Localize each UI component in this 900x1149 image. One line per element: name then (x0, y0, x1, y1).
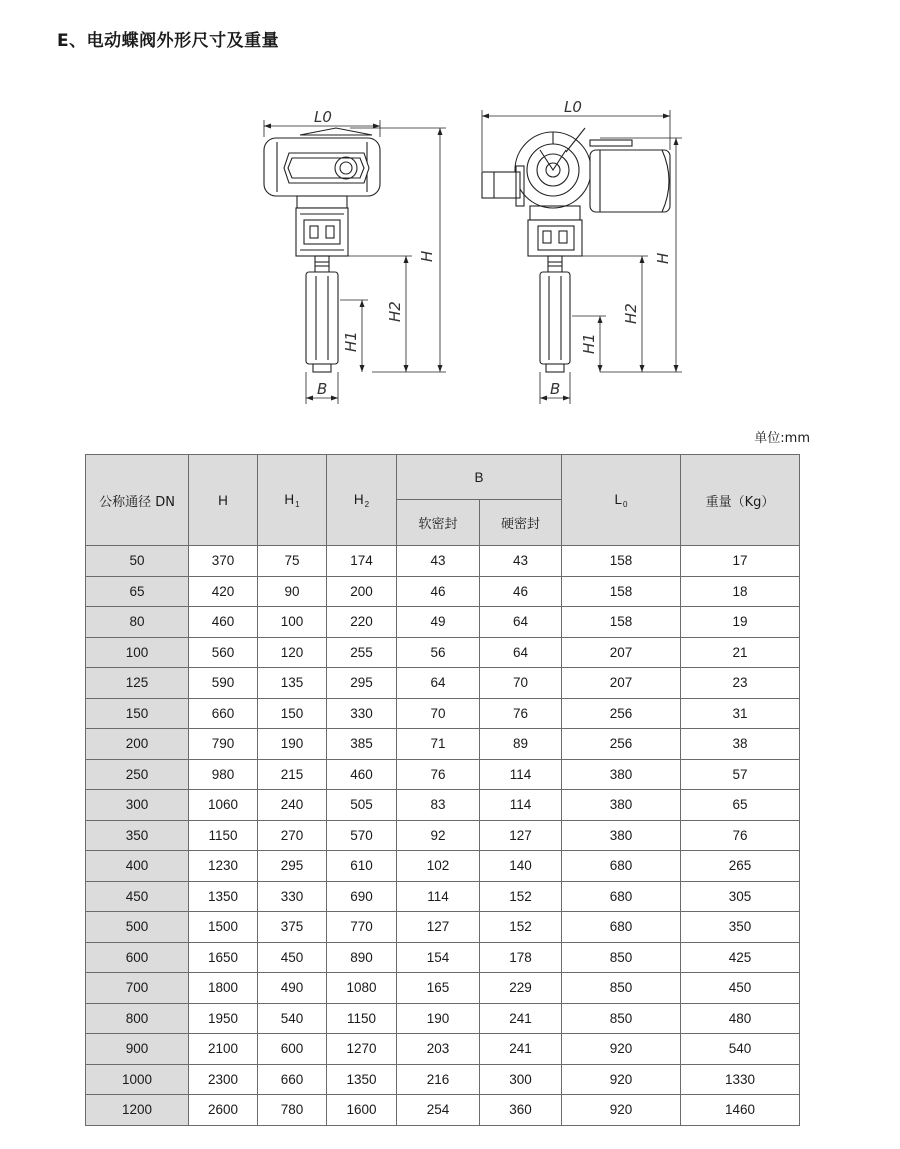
cell-dn: 250 (86, 759, 189, 790)
cell-b-soft: 49 (397, 607, 480, 638)
cell-h2: 330 (327, 698, 397, 729)
cell-h: 2600 (189, 1095, 258, 1126)
cell-b-soft: 92 (397, 820, 480, 851)
cell-weight: 305 (681, 881, 800, 912)
cell-b-soft: 190 (397, 1003, 480, 1034)
cell-b-soft: 70 (397, 698, 480, 729)
cell-b-hard: 43 (480, 546, 562, 577)
cell-h1: 100 (258, 607, 327, 638)
header-b-hard-seal: 硬密封 (480, 500, 562, 546)
cell-h: 1950 (189, 1003, 258, 1034)
cell-weight: 57 (681, 759, 800, 790)
table-row (86, 698, 800, 729)
cell-b-soft: 76 (397, 759, 480, 790)
table-row (86, 820, 800, 851)
cell-h2: 690 (327, 881, 397, 912)
cell-l0: 680 (562, 851, 681, 882)
cell-weight: 265 (681, 851, 800, 882)
cell-dn: 65 (86, 576, 189, 607)
cell-h: 1650 (189, 942, 258, 973)
dimension-weight-table (85, 454, 800, 1126)
cell-weight: 425 (681, 942, 800, 973)
cell-h1: 150 (258, 698, 327, 729)
table-row (86, 576, 800, 607)
cell-b-soft: 165 (397, 973, 480, 1004)
cell-h2: 295 (327, 668, 397, 699)
header-l0: $L_0$ (562, 455, 681, 546)
cell-l0: 380 (562, 790, 681, 821)
cell-b-hard: 241 (480, 1034, 562, 1065)
table-row (86, 1003, 800, 1034)
cell-b-soft: 102 (397, 851, 480, 882)
table-row (86, 637, 800, 668)
table-row (86, 546, 800, 577)
table-row (86, 759, 800, 790)
front-h2-label: H2 (386, 301, 404, 322)
table-row (86, 1064, 800, 1095)
cell-h: 790 (189, 729, 258, 760)
cell-b-hard: 76 (480, 698, 562, 729)
cell-h: 460 (189, 607, 258, 638)
front-h-label: H (418, 250, 436, 262)
cell-dn: 400 (86, 851, 189, 882)
cell-h2: 174 (327, 546, 397, 577)
cell-b-hard: 64 (480, 637, 562, 668)
header-h: H (189, 455, 258, 546)
cell-h1: 120 (258, 637, 327, 668)
cell-b-soft: 127 (397, 912, 480, 943)
table-row (86, 790, 800, 821)
cell-weight: 450 (681, 973, 800, 1004)
cell-b-hard: 229 (480, 973, 562, 1004)
cell-b-hard: 178 (480, 942, 562, 973)
cell-l0: 920 (562, 1034, 681, 1065)
cell-h1: 375 (258, 912, 327, 943)
cell-l0: 158 (562, 546, 681, 577)
cell-l0: 920 (562, 1095, 681, 1126)
cell-h1: 295 (258, 851, 327, 882)
cell-l0: 850 (562, 1003, 681, 1034)
front-h1-label: H1 (342, 331, 360, 352)
cell-weight: 76 (681, 820, 800, 851)
cell-b-hard: 114 (480, 790, 562, 821)
cell-weight: 350 (681, 912, 800, 943)
cell-weight: 18 (681, 576, 800, 607)
cell-l0: 380 (562, 820, 681, 851)
cell-weight: 38 (681, 729, 800, 760)
cell-h2: 460 (327, 759, 397, 790)
header-h1: $H_1$ (258, 455, 327, 546)
cell-l0: 158 (562, 607, 681, 638)
cell-b-soft: 254 (397, 1095, 480, 1126)
header-weight: 重量（Kg） (681, 455, 800, 546)
side-view-drawing (482, 110, 682, 404)
cell-b-soft: 56 (397, 637, 480, 668)
cell-l0: 380 (562, 759, 681, 790)
cell-h2: 1150 (327, 1003, 397, 1034)
cell-h2: 255 (327, 637, 397, 668)
cell-l0: 207 (562, 668, 681, 699)
table-row (86, 912, 800, 943)
cell-dn: 300 (86, 790, 189, 821)
cell-h: 1500 (189, 912, 258, 943)
side-h1-label: H1 (580, 333, 598, 354)
front-b-label: B (317, 380, 328, 398)
cell-weight: 1330 (681, 1064, 800, 1095)
cell-weight: 480 (681, 1003, 800, 1034)
page-title: E、电动蝶阀外形尺寸及重量 (57, 31, 280, 51)
cell-h: 660 (189, 698, 258, 729)
cell-dn: 1000 (86, 1064, 189, 1095)
cell-b-hard: 114 (480, 759, 562, 790)
cell-h1: 215 (258, 759, 327, 790)
cell-h2: 220 (327, 607, 397, 638)
cell-dn: 350 (86, 820, 189, 851)
table-row (86, 881, 800, 912)
cell-b-hard: 360 (480, 1095, 562, 1126)
cell-dn: 700 (86, 973, 189, 1004)
cell-h: 420 (189, 576, 258, 607)
cell-b-soft: 203 (397, 1034, 480, 1065)
cell-b-hard: 152 (480, 912, 562, 943)
cell-weight: 21 (681, 637, 800, 668)
table-body (86, 546, 800, 1126)
cell-l0: 256 (562, 698, 681, 729)
cell-b-soft: 46 (397, 576, 480, 607)
cell-weight: 65 (681, 790, 800, 821)
cell-h: 370 (189, 546, 258, 577)
table-row (86, 973, 800, 1004)
cell-h2: 385 (327, 729, 397, 760)
side-h2-label: H2 (622, 303, 640, 324)
cell-dn: 600 (86, 942, 189, 973)
cell-h: 2100 (189, 1034, 258, 1065)
cell-dn: 125 (86, 668, 189, 699)
cell-h1: 660 (258, 1064, 327, 1095)
cell-h2: 610 (327, 851, 397, 882)
cell-h: 1350 (189, 881, 258, 912)
cell-dn: 900 (86, 1034, 189, 1065)
cell-b-hard: 127 (480, 820, 562, 851)
cell-dn: 80 (86, 607, 189, 638)
cell-h: 1230 (189, 851, 258, 882)
cell-h1: 600 (258, 1034, 327, 1065)
cell-weight: 31 (681, 698, 800, 729)
cell-l0: 158 (562, 576, 681, 607)
cell-weight: 1460 (681, 1095, 800, 1126)
cell-l0: 850 (562, 942, 681, 973)
valve-dimension-drawings (0, 0, 900, 420)
cell-dn: 200 (86, 729, 189, 760)
cell-h2: 570 (327, 820, 397, 851)
table-row (86, 668, 800, 699)
cell-dn: 450 (86, 881, 189, 912)
header-b: B (397, 455, 562, 500)
table-row (86, 1034, 800, 1065)
cell-dn: 100 (86, 637, 189, 668)
cell-b-soft: 154 (397, 942, 480, 973)
table-row (86, 851, 800, 882)
cell-b-hard: 89 (480, 729, 562, 760)
cell-h1: 90 (258, 576, 327, 607)
side-h-label: H (654, 252, 672, 264)
cell-b-hard: 70 (480, 668, 562, 699)
cell-h1: 490 (258, 973, 327, 1004)
cell-l0: 850 (562, 973, 681, 1004)
cell-b-soft: 71 (397, 729, 480, 760)
cell-h: 1060 (189, 790, 258, 821)
header-h2: $H_2$ (327, 455, 397, 546)
cell-h2: 505 (327, 790, 397, 821)
cell-b-soft: 216 (397, 1064, 480, 1095)
cell-h2: 1080 (327, 973, 397, 1004)
cell-l0: 256 (562, 729, 681, 760)
table-row (86, 729, 800, 760)
table-row (86, 607, 800, 638)
cell-l0: 680 (562, 912, 681, 943)
cell-dn: 800 (86, 1003, 189, 1034)
cell-h: 2300 (189, 1064, 258, 1095)
cell-weight: 19 (681, 607, 800, 638)
cell-b-hard: 241 (480, 1003, 562, 1034)
front-l0-label: L0 (314, 108, 332, 126)
unit-label: 单位:mm (754, 431, 810, 446)
header-b-soft-seal: 软密封 (397, 500, 480, 546)
cell-b-hard: 300 (480, 1064, 562, 1095)
cell-h1: 540 (258, 1003, 327, 1034)
cell-h1: 330 (258, 881, 327, 912)
table-row (86, 942, 800, 973)
cell-h: 560 (189, 637, 258, 668)
table-row (86, 1095, 800, 1126)
cell-b-soft: 64 (397, 668, 480, 699)
cell-dn: 50 (86, 546, 189, 577)
cell-b-hard: 152 (480, 881, 562, 912)
cell-b-soft: 43 (397, 546, 480, 577)
cell-h2: 1600 (327, 1095, 397, 1126)
cell-h1: 780 (258, 1095, 327, 1126)
cell-b-soft: 114 (397, 881, 480, 912)
cell-h: 1150 (189, 820, 258, 851)
cell-b-hard: 140 (480, 851, 562, 882)
cell-h1: 270 (258, 820, 327, 851)
cell-h1: 135 (258, 668, 327, 699)
cell-h: 590 (189, 668, 258, 699)
side-b-label: B (550, 380, 561, 398)
cell-dn: 500 (86, 912, 189, 943)
cell-h: 1800 (189, 973, 258, 1004)
cell-l0: 680 (562, 881, 681, 912)
cell-h1: 450 (258, 942, 327, 973)
cell-b-soft: 83 (397, 790, 480, 821)
cell-h1: 240 (258, 790, 327, 821)
cell-weight: 540 (681, 1034, 800, 1065)
cell-weight: 23 (681, 668, 800, 699)
cell-weight: 17 (681, 546, 800, 577)
cell-l0: 920 (562, 1064, 681, 1095)
cell-h: 980 (189, 759, 258, 790)
cell-dn: 1200 (86, 1095, 189, 1126)
cell-h2: 890 (327, 942, 397, 973)
cell-l0: 207 (562, 637, 681, 668)
cell-h1: 75 (258, 546, 327, 577)
cell-h1: 190 (258, 729, 327, 760)
header-dn: 公称通径 DN (86, 455, 189, 546)
cell-b-hard: 46 (480, 576, 562, 607)
cell-h2: 1350 (327, 1064, 397, 1095)
cell-h2: 1270 (327, 1034, 397, 1065)
cell-dn: 150 (86, 698, 189, 729)
side-l0-label: L0 (564, 98, 582, 116)
cell-h2: 200 (327, 576, 397, 607)
cell-h2: 770 (327, 912, 397, 943)
cell-b-hard: 64 (480, 607, 562, 638)
